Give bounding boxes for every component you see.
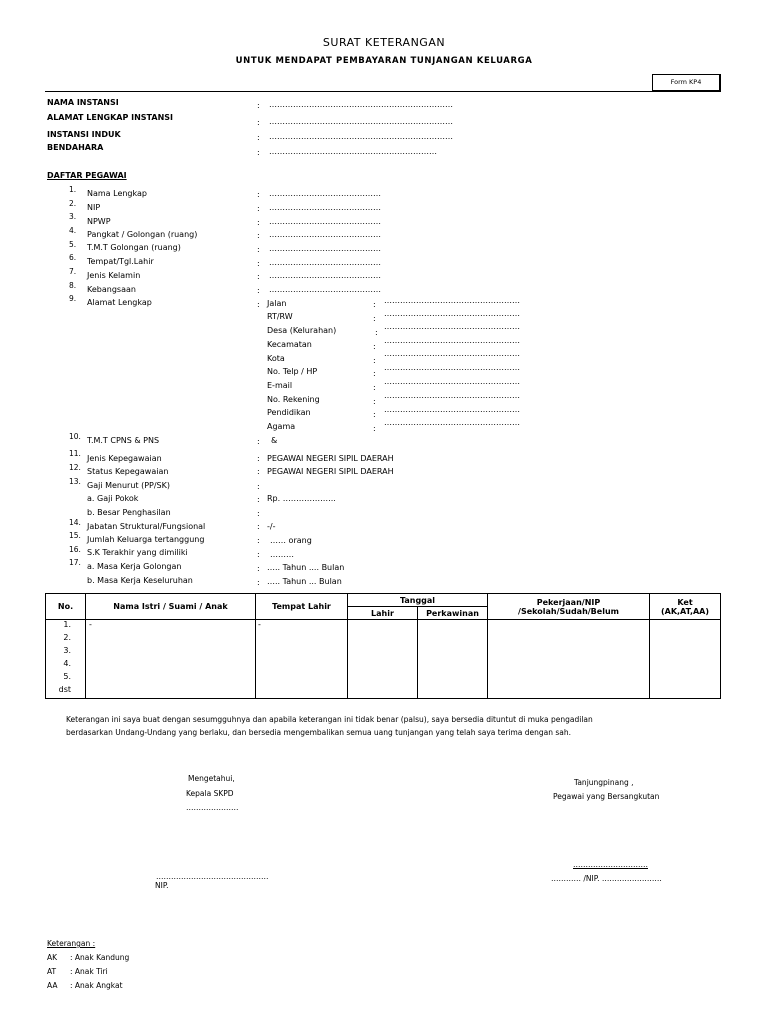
item-label: b. Besar Penghasilan <box>87 508 171 517</box>
header-tanggal: Tanggal <box>348 594 488 607</box>
sign-left-line3: ………………… <box>186 803 239 812</box>
row-nama <box>86 646 256 659</box>
item-value: ……… <box>270 550 294 559</box>
keterangan-title: Keterangan : <box>47 939 96 948</box>
item-label: Tempat/Tgl.Lahir <box>87 257 154 266</box>
sign-right-line2: Pegawai yang Bersangkutan <box>553 792 660 801</box>
item-value: ….. Tahun ... Bulan <box>267 577 342 586</box>
item-number: 6. <box>69 253 77 262</box>
row-lahir <box>348 620 418 634</box>
item-value: Rp. ……………….. <box>267 494 336 503</box>
header-lahir: Lahir <box>348 607 418 620</box>
item-number: 2. <box>69 199 77 208</box>
colon: : <box>257 550 260 559</box>
sign-right-name: ………………………… <box>573 860 648 869</box>
item-label: Jenis Kepegawaian <box>87 454 162 463</box>
item-value: …………………………………… <box>269 271 381 280</box>
row-nama <box>86 685 256 699</box>
item-number: 15. <box>69 531 81 540</box>
row-no: 5. <box>46 672 86 685</box>
table-row <box>46 646 721 659</box>
header-ket-line1: Ket <box>677 597 693 607</box>
item-number: 7. <box>69 267 77 276</box>
header-nama: Nama Istri / Suami / Anak <box>86 594 256 620</box>
sub-label: No. Rekening <box>267 395 320 404</box>
sub-label: E-mail <box>267 381 293 390</box>
row-ket <box>650 685 721 699</box>
item-label: Jumlah Keluarga tertanggung <box>87 535 205 544</box>
item-label: T.M.T CPNS & PNS <box>87 436 160 445</box>
item-label: NPWP <box>87 217 111 226</box>
row-tempat <box>256 659 348 672</box>
item-value: …………………………………… <box>269 217 381 226</box>
row-tempat <box>256 672 348 685</box>
sub-value: …………………………………………… <box>384 405 520 414</box>
keterangan-text: : Anak Angkat <box>70 981 123 990</box>
item-number: 9. <box>69 294 77 303</box>
sub-value: …………………………………………… <box>384 391 520 400</box>
instansi-induk-label: INSTANSI INDUK <box>47 130 121 139</box>
colon: : <box>257 300 260 309</box>
table-row <box>46 685 721 699</box>
page-title: SURAT KETERANGAN <box>322 36 446 49</box>
colon: : <box>257 536 260 545</box>
header-ket <box>650 594 721 620</box>
colon: : <box>373 424 376 433</box>
item-label: S.K Terakhir yang dimiliki <box>87 548 188 557</box>
row-perkawinan <box>418 672 488 685</box>
colon: : <box>257 286 260 295</box>
keterangan-text: : Anak Kandung <box>70 953 130 962</box>
colon: : <box>257 437 260 446</box>
row-tempat <box>256 685 348 699</box>
sign-right-nip: ………… /NIP. …………………… <box>551 874 662 883</box>
colon: : <box>257 482 260 491</box>
item-label: a. Masa Kerja Golongan <box>87 562 182 571</box>
colon: : <box>257 148 260 157</box>
bendahara-value: ……………………………………………………… <box>269 147 437 156</box>
form-code: Form KP4 <box>670 78 702 86</box>
row-lahir <box>348 646 418 659</box>
row-nama <box>86 659 256 672</box>
sub-label: Desa (Kelurahan) <box>267 326 337 335</box>
sub-label: Kota <box>267 354 285 363</box>
colon: : <box>373 397 376 406</box>
row-no: dst <box>46 685 86 699</box>
row-no: 2. <box>46 633 86 646</box>
nama-instansi-value: …………………………………………………………… <box>269 100 453 109</box>
row-nama <box>86 672 256 685</box>
colon: : <box>257 578 260 587</box>
table-row <box>46 659 721 672</box>
item-value: ….. Tahun .... Bulan <box>267 563 345 572</box>
item-number: 1. <box>69 185 77 194</box>
colon: : <box>257 259 260 268</box>
row-ket <box>650 672 721 685</box>
sub-value: …………………………………………… <box>384 363 520 372</box>
colon: : <box>257 245 260 254</box>
header-perkawinan: Perkawinan <box>418 607 488 620</box>
item-number: 14. <box>69 518 81 527</box>
table-row <box>46 672 721 685</box>
colon: : <box>373 314 376 323</box>
sub-label: Jalan <box>267 299 287 308</box>
item-number: 10. <box>69 432 81 441</box>
item-label: Pangkat / Golongan (ruang) <box>87 230 198 239</box>
colon: : <box>257 118 260 127</box>
item-label: b. Masa Kerja Keseluruhan <box>87 576 193 585</box>
header-tempat-lahir: Tempat Lahir <box>256 594 348 620</box>
statement-line-1: Keterangan ini saya buat dengan sesumgguhnya dan apabila keterangan ini tidak benar (palsu), saya bersedia dituntut di muka pengadilan <box>66 715 593 724</box>
colon: : <box>375 328 378 337</box>
item-label: T.M.T Golongan (ruang) <box>87 243 181 252</box>
item-number: 5. <box>69 240 77 249</box>
row-ket <box>650 633 721 646</box>
header-ket-line2: (AK,AT,AA) <box>660 606 710 616</box>
colon: : <box>257 564 260 573</box>
item-value: …… orang <box>270 536 312 545</box>
item-label: Kebangsaan <box>87 285 136 294</box>
sub-label: Agama <box>267 422 296 431</box>
sub-value: …………………………………………… <box>384 322 520 331</box>
item-number: 11. <box>69 449 81 458</box>
sub-value: …………………………………………… <box>384 296 520 305</box>
sign-left-nip: NIP. <box>155 881 169 890</box>
item-value: PEGAWAI NEGERI SIPIL DAERAH <box>267 467 394 476</box>
sub-value: …………………………………………… <box>384 336 520 345</box>
row-pekerjaan <box>488 646 650 659</box>
colon: : <box>373 342 376 351</box>
row-ket <box>650 646 721 659</box>
item-number: 17. <box>69 558 81 567</box>
item-number: 8. <box>69 281 77 290</box>
colon: : <box>257 509 260 518</box>
sign-left-line1: Mengetahui, <box>188 774 235 783</box>
item-value: …………………………………… <box>269 203 381 212</box>
item-label: NIP <box>87 203 101 212</box>
item-number: 16. <box>69 545 81 554</box>
alamat-instansi-value: …………………………………………………………… <box>269 117 453 126</box>
alamat-instansi-label: ALAMAT LENGKAP INSTANSI <box>47 113 174 122</box>
keterangan-code: AA <box>47 981 58 990</box>
instansi-induk-value: …………………………………………………………… <box>269 132 453 141</box>
row-perkawinan <box>418 646 488 659</box>
colon: : <box>257 495 260 504</box>
item-number: 13. <box>69 477 81 486</box>
colon: : <box>373 300 376 309</box>
item-value: …………………………………… <box>269 230 381 239</box>
item-label: Status Kepegawaian <box>87 467 169 476</box>
table-row <box>46 633 721 646</box>
colon: : <box>257 272 260 281</box>
row-ket <box>650 620 721 634</box>
colon: : <box>257 133 260 142</box>
header-pekerjaan <box>488 594 650 620</box>
daftar-pegawai-heading: DAFTAR PEGAWAI <box>47 171 127 180</box>
row-ket <box>650 659 721 672</box>
item-value: PEGAWAI NEGERI SIPIL DAERAH <box>267 454 394 463</box>
item-number: 12. <box>69 463 81 472</box>
sub-value: …………………………………………… <box>384 377 520 386</box>
sub-label: RT/RW <box>267 312 293 321</box>
row-perkawinan <box>418 620 488 634</box>
colon: : <box>257 101 260 110</box>
item-value: & <box>271 436 278 445</box>
row-pekerjaan <box>488 620 650 634</box>
header-no: No. <box>46 594 86 620</box>
form-code-box <box>652 74 721 92</box>
colon: : <box>373 369 376 378</box>
colon: : <box>373 410 376 419</box>
keterangan-code: AT <box>47 967 57 976</box>
row-tempat <box>256 646 348 659</box>
item-label: a. Gaji Pokok <box>87 494 139 503</box>
statement-line-2: berdasarkan Undang-Undang yang berlaku, dan bersedia mengembalikan semua uang tunjangan yang telah saya terima dengan sah. <box>66 728 572 737</box>
family-table <box>45 593 721 699</box>
row-pekerjaan <box>488 633 650 646</box>
row-lahir <box>348 672 418 685</box>
header-rule <box>45 91 720 92</box>
row-perkawinan <box>418 685 488 699</box>
row-lahir <box>348 659 418 672</box>
colon: : <box>257 190 260 199</box>
sub-value: …………………………………………… <box>384 309 520 318</box>
row-perkawinan <box>418 659 488 672</box>
row-lahir <box>348 633 418 646</box>
item-number: 3. <box>69 212 77 221</box>
colon: : <box>257 218 260 227</box>
colon: : <box>257 204 260 213</box>
row-tempat <box>256 633 348 646</box>
row-perkawinan <box>418 633 488 646</box>
row-no: 3. <box>46 646 86 659</box>
row-no: 4. <box>46 659 86 672</box>
row-nama: - <box>86 620 256 634</box>
nama-instansi-label: NAMA INSTANSI <box>47 98 119 107</box>
keterangan-code: AK <box>47 953 58 962</box>
row-pekerjaan <box>488 685 650 699</box>
sub-value: …………………………………………… <box>384 349 520 358</box>
header-pekerjaan-line2: /Sekolah/Sudah/Belum <box>518 606 619 616</box>
table-header-row <box>46 594 721 607</box>
sub-label: Pendidikan <box>267 408 311 417</box>
colon: : <box>257 522 260 531</box>
colon: : <box>373 356 376 365</box>
table-row <box>46 620 721 634</box>
item-label: Nama Lengkap <box>87 189 147 198</box>
sub-value: …………………………………………… <box>384 418 520 427</box>
sign-left-line2: Kepala SKPD <box>186 789 234 798</box>
item-value: -/- <box>267 522 276 531</box>
item-number: 4. <box>69 226 77 235</box>
row-nama <box>86 633 256 646</box>
item-label: Jabatan Struktural/Fungsional <box>87 522 206 531</box>
item-label: Alamat Lengkap <box>87 298 152 307</box>
colon: : <box>257 231 260 240</box>
colon: : <box>373 383 376 392</box>
sign-left-name: ……………………………………… <box>156 872 269 881</box>
row-pekerjaan <box>488 659 650 672</box>
sign-right-line1: Tanjungpinang , <box>574 778 634 787</box>
header-pekerjaan-line1: Pekerjaan/NIP <box>536 597 601 607</box>
page-subtitle: UNTUK MENDAPAT PEMBAYARAN TUNJANGAN KELUARGA <box>235 56 533 66</box>
colon: : <box>257 454 260 463</box>
row-pekerjaan <box>488 672 650 685</box>
item-label: Jenis Kelamin <box>87 271 141 280</box>
keterangan-text: : Anak Tiri <box>70 967 108 976</box>
item-value: …………………………………… <box>269 244 381 253</box>
row-lahir <box>348 685 418 699</box>
row-no: 1. <box>46 620 86 634</box>
sub-label: Kecamatan <box>267 340 312 349</box>
item-value: …………………………………… <box>269 258 381 267</box>
item-label: Gaji Menurut (PP/SK) <box>87 481 171 490</box>
bendahara-label: BENDAHARA <box>47 143 104 152</box>
sub-label: No. Telp / HP <box>267 367 318 376</box>
item-value: …………………………………… <box>269 285 381 294</box>
colon: : <box>257 467 260 476</box>
item-value: …………………………………… <box>269 189 381 198</box>
row-tempat: - <box>256 620 348 634</box>
